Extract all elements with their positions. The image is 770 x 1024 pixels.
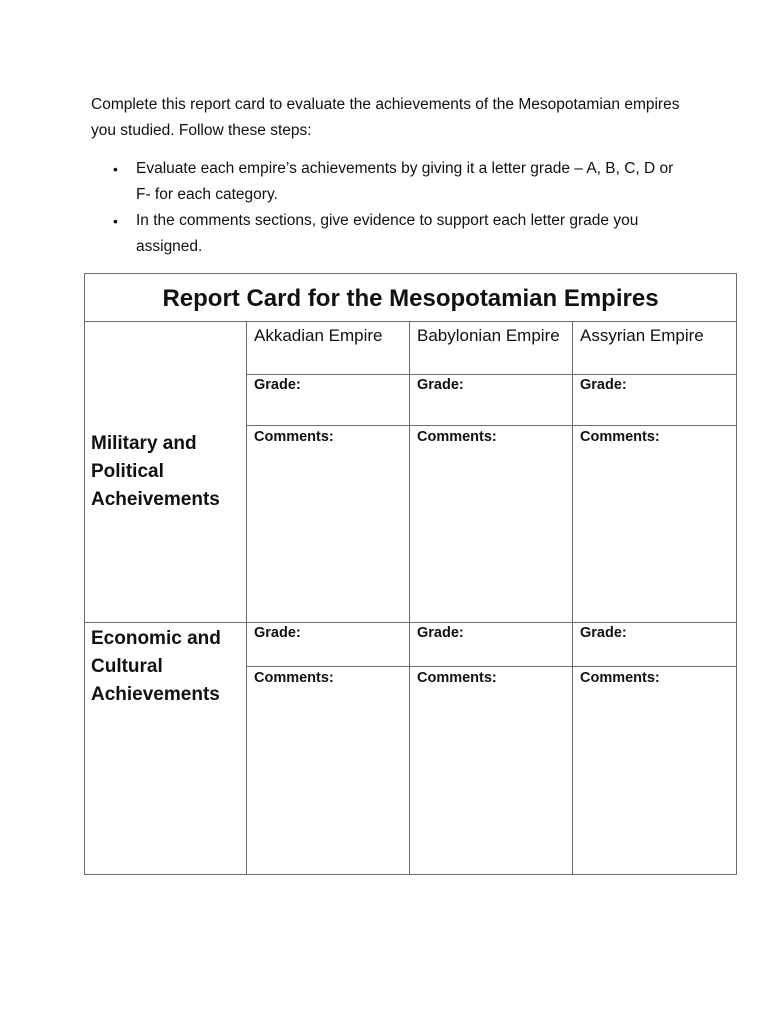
grade-field-economic-akkadian[interactable]: Grade:	[247, 623, 410, 667]
comments-field-military-babylonian[interactable]: Comments:	[410, 426, 573, 623]
comments-field-military-assyrian[interactable]: Comments:	[573, 426, 737, 623]
column-heading-babylonian: Babylonian Empire	[410, 322, 573, 375]
comments-field-economic-akkadian[interactable]: Comments:	[247, 667, 410, 875]
comments-field-economic-assyrian[interactable]: Comments:	[573, 667, 737, 875]
grade-field-military-babylonian[interactable]: Grade:	[410, 375, 573, 426]
row-heading-military: Military and Political Acheivements	[85, 322, 247, 623]
comments-field-military-akkadian[interactable]: Comments:	[247, 426, 410, 623]
step-text-1: Evaluate each empire’s achievements by giving it a letter grade – A, B, C, D or F- for each category.	[136, 160, 674, 203]
row-heading-economic: Economic and Cultural Achievements	[85, 623, 247, 875]
column-heading-akkadian: Akkadian Empire	[247, 322, 410, 375]
report-title: Report Card for the Mesopotamian Empires	[162, 284, 659, 312]
step-item-1	[91, 156, 691, 208]
instructions	[91, 92, 691, 260]
step-item-2	[91, 208, 691, 260]
grade-field-military-assyrian[interactable]: Grade:	[573, 375, 737, 426]
step-text-2: In the comments sections, give evidence to support each letter grade you assigned.	[136, 212, 639, 255]
grade-field-military-akkadian[interactable]: Grade:	[247, 375, 410, 426]
steps-list	[91, 156, 691, 260]
grade-field-economic-assyrian[interactable]: Grade:	[573, 623, 737, 667]
grade-field-economic-babylonian[interactable]: Grade:	[410, 623, 573, 667]
report-title-cell	[85, 274, 737, 322]
column-heading-assyrian: Assyrian Empire	[573, 322, 737, 375]
comments-field-economic-babylonian[interactable]: Comments:	[410, 667, 573, 875]
instructions-paragraph: Complete this report card to evaluate the achievements of the Mesopotamian empires you studied. Follow these steps:	[91, 96, 680, 139]
bullet-icon: •	[113, 161, 118, 177]
report-card-table	[84, 273, 737, 875]
bullet-icon: •	[113, 213, 118, 229]
